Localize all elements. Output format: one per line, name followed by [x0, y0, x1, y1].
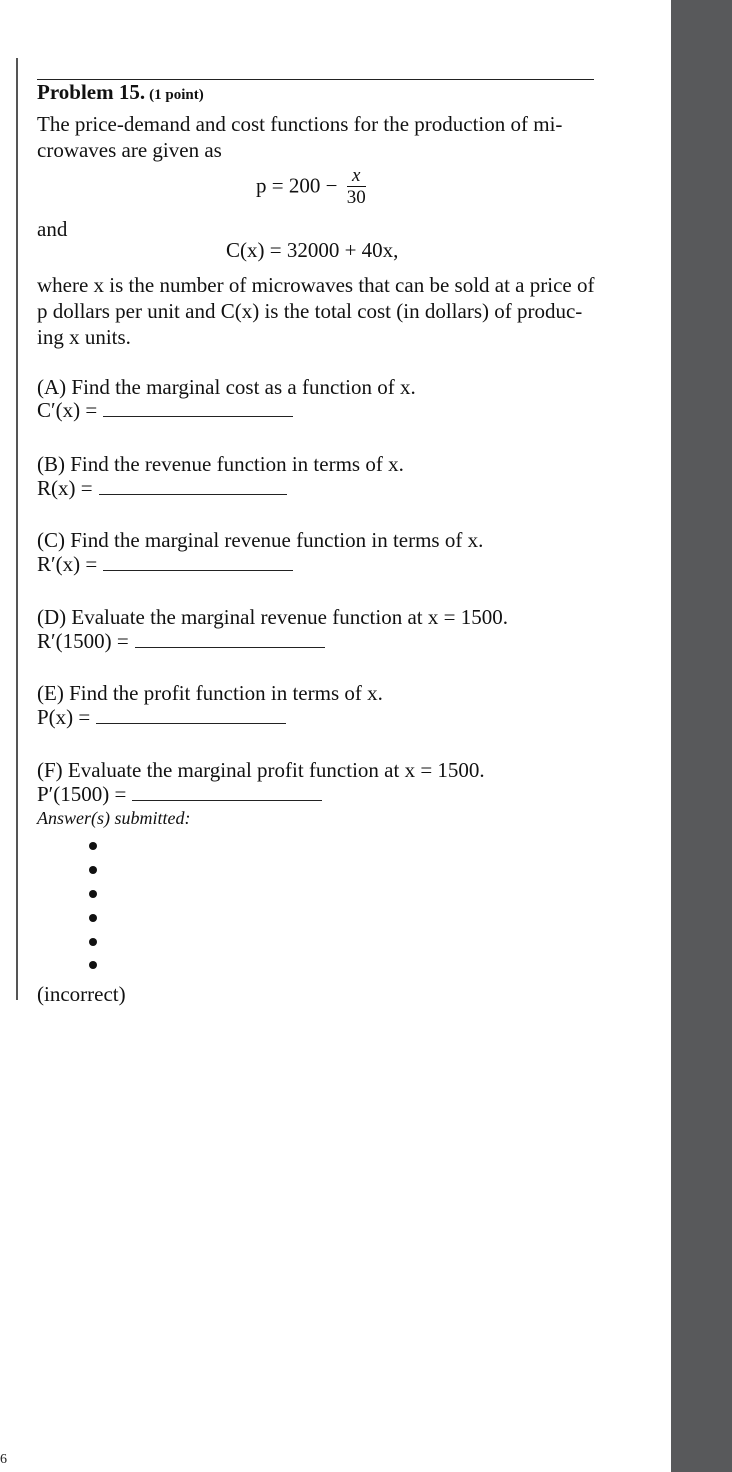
part-f-answer-row — [37, 782, 322, 807]
cost-equation: C(x) = 32000 + 40x, — [226, 238, 399, 262]
part-e-answer-blank[interactable] — [96, 722, 286, 724]
fraction — [347, 166, 366, 209]
submission-status: (incorrect) — [37, 982, 126, 1006]
submitted-answer-bullet — [89, 866, 97, 874]
part-e-label: P(x) = — [37, 705, 91, 729]
page-number: 6 — [0, 1452, 7, 1467]
change-bar — [16, 58, 18, 1000]
part-d-label: R′(1500) = — [37, 629, 129, 653]
part-b-label: R(x) = — [37, 476, 93, 500]
part-a-answer-row — [37, 398, 293, 423]
part-f-prompt: (F) Evaluate the marginal profit function at x = 1500. — [37, 758, 485, 782]
price-demand-equation — [256, 166, 366, 209]
submitted-answer-bullet — [89, 842, 97, 850]
submitted-heading: Answer(s) submitted: — [37, 808, 191, 828]
part-d-answer-blank[interactable] — [135, 646, 325, 648]
side-panel — [671, 0, 732, 1472]
part-a-prompt: (A) Find the marginal cost as a function of x. — [37, 375, 416, 399]
part-b-answer-blank[interactable] — [99, 493, 287, 495]
part-b-prompt: (B) Find the revenue function in terms of x. — [37, 452, 404, 476]
part-d-prompt: (D) Evaluate the marginal revenue function at x = 1500. — [37, 605, 508, 629]
submitted-answer-bullet — [89, 938, 97, 946]
where-line-1: where x is the number of microwaves that can be sold at a price of — [37, 273, 595, 297]
part-c-answer-row — [37, 552, 293, 577]
fraction-denominator: 30 — [346, 187, 366, 208]
part-a-answer-blank[interactable] — [103, 415, 293, 417]
fraction-numerator: x — [351, 165, 361, 186]
part-f-answer-blank[interactable] — [132, 799, 322, 801]
part-c-label: R′(x) = — [37, 552, 98, 576]
problem-intro-line-2: crowaves are given as — [37, 138, 222, 162]
part-f-label: P′(1500) = — [37, 782, 127, 806]
submitted-answer-bullet — [89, 961, 97, 969]
part-e-prompt: (E) Find the profit function in terms of x. — [37, 681, 383, 705]
part-a-label: C′(x) = — [37, 398, 98, 422]
problem-intro-line-1: The price-demand and cost functions for the production of mi- — [37, 112, 563, 136]
where-line-2: p dollars per unit and C(x) is the total cost (in dollars) of produc- — [37, 299, 583, 323]
submitted-answer-bullet — [89, 890, 97, 898]
price-demand-lhs: p = 200 − — [256, 173, 338, 198]
problem-title — [37, 80, 204, 105]
part-d-answer-row — [37, 629, 325, 654]
submitted-answer-bullet — [89, 914, 97, 922]
part-c-prompt: (C) Find the marginal revenue function in terms of x. — [37, 528, 484, 552]
and-text: and — [37, 217, 68, 241]
problem-points: (1 point) — [149, 87, 204, 103]
part-c-answer-blank[interactable] — [103, 569, 293, 571]
part-b-answer-row — [37, 476, 287, 501]
part-e-answer-row — [37, 705, 286, 730]
problem-number: Problem 15. — [37, 80, 146, 104]
where-line-3: ing x units. — [37, 325, 131, 349]
